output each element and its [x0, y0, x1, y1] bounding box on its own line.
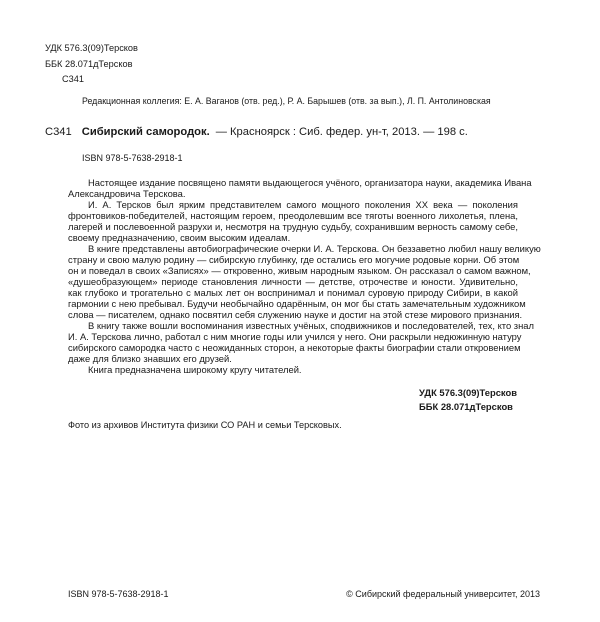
entry-code: С341	[45, 126, 72, 138]
annotation-line: В книгу также вошли воспоминания известных учёных, сподвижников и последователей, тех, кто знал	[88, 320, 534, 331]
annotation-line: своему предназначению, своим высоким идеалам.	[68, 232, 291, 243]
annotation-line: Настоящее издание посвящено памяти выдающегося учёного, организатора науки, академика Ивана	[88, 177, 532, 188]
annotation-line: он и поведал в своих «Записях» — откровенно, живым народным языком. Он рассказал о самом важном,	[68, 265, 531, 276]
editorial-board: Редакционная коллегия: Е. А. Ваганов (отв. ред.), Р. А. Барышев (отв. за вып.), Л. П. Антолиновская	[82, 96, 491, 106]
footer-udk: УДК 576.3(09)Терсков	[419, 387, 517, 398]
imprint: — Красноярск : Сиб. федер. ун-т, 2013. — 198 с.	[215, 126, 468, 138]
book-title: Сибирский самородок.	[81, 126, 210, 138]
bibliographic-entry	[45, 126, 468, 138]
classification-block	[45, 41, 138, 88]
udk-code: УДК 576.3(09)Терсков	[45, 43, 138, 53]
photo-credit: Фото из архивов Института физики СО РАН и семьи Терсковых.	[68, 420, 342, 430]
footer-classification	[419, 386, 517, 414]
annotation-line: даже для близко знавших его друзей.	[68, 353, 232, 364]
annotation-line: слова — писателем, однако посвятил себя служению науке и достиг на этой стезе мирового признания.	[68, 309, 523, 320]
annotation-line: гармонии с нею пребывал. Будучи необычайно одарённым, он мог бы стать замечательным художником	[68, 298, 526, 309]
annotation	[68, 177, 541, 375]
footer-bbk: ББК 28.071дТерсков	[419, 401, 513, 412]
annotation-line: страну и свою малую родину — сибирскую глубинку, где остались его могучие родовые корни. Об этом	[68, 254, 520, 265]
annotation-line: Александровича Терскова.	[68, 188, 186, 199]
annotation-line: Книга предназначена широкому кругу читателей.	[88, 364, 302, 375]
bbk-code: ББК 28.071дТерсков	[45, 58, 133, 69]
annotation-line: лагерей и послевоенной разрухи и, несмотря на трудную судьбу, сохранившим верность самому себе,	[68, 221, 518, 232]
copyright: © Сибирский федеральный университет, 2013	[346, 589, 540, 599]
author-mark: С341	[62, 74, 84, 84]
bottom-isbn: ISBN 978-5-7638-2918-1	[68, 589, 169, 599]
annotation-line: И. А. Терсков был ярким представителем самого мощного поколения XX века — поколения	[88, 199, 518, 210]
isbn: ISBN 978-5-7638-2918-1	[82, 153, 183, 163]
annotation-line: сибирского самородка часто с неожиданных сторон, а некоторые факты биографии стали откровением	[68, 342, 521, 353]
annotation-line: фронтовиков-победителей, настоящим героем, преодолевшим все тяготы военного лихолетья, плена,	[68, 210, 518, 221]
annotation-line: как глубоко и трогательно с малых лет он воспринимал и понимал суровую природу Сибири, в какой	[68, 287, 518, 298]
annotation-line: В книге представлены автобиографические очерки И. А. Терскова. Он беззаветно любил нашу великую	[88, 243, 541, 254]
annotation-line: И. А. Терскова лично, работал с ним многие годы или учился у него. Они раскрыли недюжинную натуру	[68, 331, 522, 342]
annotation-line: «душеобразующем» периоде становления личности — детстве, отрочестве и юности. Удивительно,	[68, 276, 518, 287]
